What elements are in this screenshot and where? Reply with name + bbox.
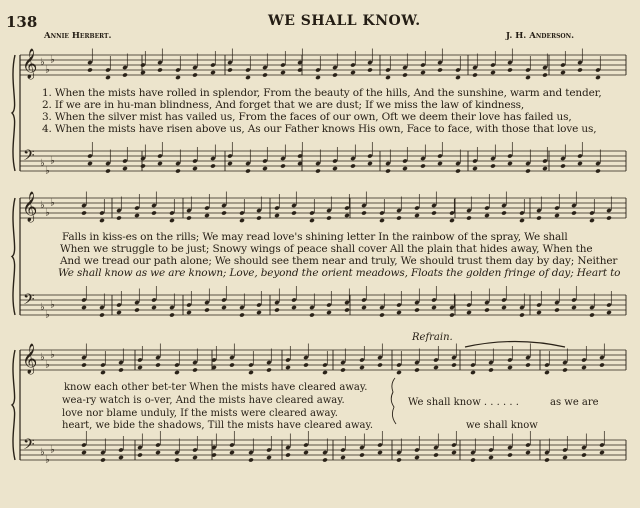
- note-head: [431, 305, 437, 310]
- note-head: [571, 210, 577, 215]
- note-head: [291, 210, 297, 215]
- note-head: [227, 161, 233, 166]
- note-head: [315, 75, 321, 80]
- verse-1-line-2: Falls in kiss-es on the rills; We may read love's shining letter In the rainbow of the spray, We shall: [62, 231, 568, 243]
- note-head: [606, 215, 612, 220]
- note-head: [472, 166, 478, 171]
- note-head: [449, 312, 455, 317]
- treble-clef: 𝄞: [22, 192, 38, 222]
- note-head: [470, 370, 476, 375]
- verse-1-line-1: 1. When the mists have rolled in splendor, From the beauty of the hills, And the sunshine, warm and tender,: [42, 87, 602, 99]
- note-head: [274, 307, 280, 312]
- verse-4-line-1: 4. When the mists have risen above us, As our Father knows His own, Face to face, with those that love us,: [42, 123, 597, 135]
- note-head: [210, 70, 216, 75]
- note-head: [87, 161, 93, 166]
- note-head: [210, 163, 216, 168]
- note-head: [229, 362, 235, 367]
- note-head: [122, 72, 128, 77]
- refrain-line-we-shall-know-2: we shall know: [466, 420, 538, 431]
- note-head: [256, 215, 262, 220]
- note-head: [344, 213, 350, 218]
- note-head: [174, 457, 180, 462]
- lyricist-credit: Annie Herbert.: [44, 31, 112, 41]
- note-head: [396, 310, 402, 315]
- note-head: [169, 218, 175, 223]
- note-head: [309, 312, 315, 317]
- flat-sign: ♭: [45, 64, 50, 76]
- note-head: [221, 305, 227, 310]
- note-head: [377, 450, 383, 455]
- note-head: [204, 213, 210, 218]
- note-head: [100, 370, 106, 375]
- treble-clef: 𝄞: [22, 49, 38, 79]
- page-number: 138: [6, 13, 38, 31]
- note-head: [137, 365, 143, 370]
- verse-2-line-1: 2. If we are in hu-man blindness, And forget that we are dust; If we miss the law of kindness,: [42, 99, 525, 111]
- note-head: [99, 312, 105, 317]
- note-head: [248, 370, 254, 375]
- note-head: [433, 365, 439, 370]
- verse-1-line-3: know each other bet-ter When the mists have cleared away.: [64, 382, 368, 393]
- flat-sign: ♭: [50, 155, 55, 167]
- note-head: [519, 312, 525, 317]
- note-head: [484, 213, 490, 218]
- bass-clef: 𝄢: [23, 291, 35, 312]
- flat-sign: ♭: [45, 309, 50, 321]
- note-head: [490, 163, 496, 168]
- note-head: [140, 70, 146, 75]
- note-head: [595, 168, 601, 173]
- note-head: [455, 168, 461, 173]
- note-head: [542, 166, 548, 171]
- note-head: [595, 75, 601, 80]
- note-head: [192, 72, 198, 77]
- note-head: [488, 455, 494, 460]
- note-head: [81, 210, 87, 215]
- note-head: [359, 365, 365, 370]
- refrain-line-as-we-are: as we are: [550, 397, 599, 408]
- note-head: [599, 362, 605, 367]
- note-head: [385, 168, 391, 173]
- note-head: [414, 307, 420, 312]
- note-head: [451, 450, 457, 455]
- note-head: [507, 365, 513, 370]
- note-head: [431, 210, 437, 215]
- note-head: [525, 168, 531, 173]
- note-head: [544, 457, 550, 462]
- note-head: [433, 452, 439, 457]
- note-head: [175, 168, 181, 173]
- flat-sign: ♭: [40, 447, 45, 458]
- note-head: [451, 362, 457, 367]
- note-head: [340, 455, 346, 460]
- note-head: [192, 367, 198, 372]
- flat-sign: ♭: [50, 54, 55, 66]
- note-head: [229, 450, 235, 455]
- note-head: [577, 67, 583, 72]
- note-head: [396, 457, 402, 462]
- note-head: [396, 370, 402, 375]
- note-head: [379, 218, 385, 223]
- note-head: [525, 362, 531, 367]
- note-head: [385, 75, 391, 80]
- note-head: [507, 161, 513, 166]
- note-head: [367, 67, 373, 72]
- note-head: [414, 367, 420, 372]
- system-brace: [12, 350, 15, 460]
- note-head: [245, 75, 251, 80]
- note-head: [99, 218, 105, 223]
- note-head: [470, 457, 476, 462]
- note-head: [280, 70, 286, 75]
- note-head: [577, 161, 583, 166]
- note-head: [192, 166, 198, 171]
- note-head: [402, 72, 408, 77]
- flat-sign: ♭: [50, 299, 55, 311]
- note-head: [221, 210, 227, 215]
- note-head: [455, 75, 461, 80]
- note-head: [239, 218, 245, 223]
- note-head: [466, 310, 472, 315]
- note-head: [414, 213, 420, 218]
- note-head: [466, 215, 472, 220]
- note-head: [303, 362, 309, 367]
- note-head: [501, 210, 507, 215]
- note-head: [274, 213, 280, 218]
- note-head: [303, 450, 309, 455]
- note-head: [562, 367, 568, 372]
- note-head: [285, 365, 291, 370]
- note-head: [151, 305, 157, 310]
- note-head: [420, 163, 426, 168]
- note-head: [536, 310, 542, 315]
- note-head: [379, 312, 385, 317]
- note-head: [490, 70, 496, 75]
- note-head: [350, 70, 356, 75]
- note-head: [472, 72, 478, 77]
- note-head: [315, 168, 321, 173]
- note-head: [118, 455, 124, 460]
- note-head: [87, 67, 93, 72]
- note-head: [151, 210, 157, 215]
- note-head: [560, 70, 566, 75]
- note-head: [437, 161, 443, 166]
- verse-bracket: [391, 378, 396, 424]
- note-head: [377, 362, 383, 367]
- composer-credit: J. H. Anderson.: [506, 31, 575, 41]
- note-head: [525, 75, 531, 80]
- note-head: [116, 310, 122, 315]
- note-head: [449, 218, 455, 223]
- note-head: [326, 215, 332, 220]
- note-head: [396, 215, 402, 220]
- note-head: [175, 75, 181, 80]
- note-head: [599, 450, 605, 455]
- note-head: [554, 213, 560, 218]
- note-head: [118, 367, 124, 372]
- verse-3-line-1: 3. When the silver mist has vailed us, From the faces of our own, Oft we deem their love has failed us,: [42, 111, 572, 123]
- note-head: [361, 305, 367, 310]
- flat-sign: ♭: [45, 454, 50, 466]
- note-head: [256, 310, 262, 315]
- refrain-label: Refrain.: [412, 332, 453, 343]
- note-head: [81, 305, 87, 310]
- note-head: [280, 163, 286, 168]
- note-head: [248, 457, 254, 462]
- note-head: [81, 362, 87, 367]
- note-head: [562, 455, 568, 460]
- note-head: [544, 370, 550, 375]
- note-head: [262, 166, 268, 171]
- note-head: [350, 163, 356, 168]
- bass-clef: 𝄢: [23, 436, 35, 457]
- note-head: [322, 370, 328, 375]
- note-head: [140, 163, 146, 168]
- note-head: [581, 452, 587, 457]
- note-head: [414, 455, 420, 460]
- note-head: [501, 305, 507, 310]
- flat-sign: ♭: [40, 352, 45, 363]
- note-head: [402, 166, 408, 171]
- verse-2-line-2: When we struggle to be just; Snowy wings of peace shall cover All the plain that hides away, When the: [60, 243, 593, 255]
- bass-clef: 𝄢: [23, 147, 35, 168]
- verse-3-line-3: love nor blame unduly, If the mists were cleared away.: [62, 408, 338, 419]
- note-head: [322, 457, 328, 462]
- refrain-line-we-shall-know: We shall know . . . . . .: [408, 397, 519, 408]
- treble-clef: 𝄞: [22, 344, 38, 374]
- flat-sign: ♭: [50, 197, 55, 209]
- note-head: [134, 307, 140, 312]
- note-head: [204, 307, 210, 312]
- note-head: [169, 312, 175, 317]
- note-head: [122, 166, 128, 171]
- note-head: [285, 452, 291, 457]
- hymn-title: WE SHALL KNOW.: [268, 13, 421, 29]
- flat-sign: ♭: [40, 200, 45, 211]
- note-head: [157, 161, 163, 166]
- flat-sign: ♭: [45, 207, 50, 219]
- flat-sign: ♭: [40, 57, 45, 68]
- note-head: [367, 161, 373, 166]
- note-head: [326, 310, 332, 315]
- note-head: [340, 367, 346, 372]
- note-head: [227, 67, 233, 72]
- note-head: [420, 70, 426, 75]
- verse-4-line-2: We shall know as we are known; Love, beyond the orient meadows, Floats the golden fringe of day; Heart to: [58, 267, 621, 279]
- note-head: [525, 450, 531, 455]
- note-head: [192, 455, 198, 460]
- note-head: [266, 455, 272, 460]
- flat-sign: ♭: [45, 165, 50, 177]
- note-head: [536, 215, 542, 220]
- note-head: [488, 367, 494, 372]
- system-brace: [12, 198, 15, 315]
- note-head: [560, 163, 566, 168]
- note-head: [155, 450, 161, 455]
- note-head: [589, 312, 595, 317]
- flat-sign: ♭: [50, 444, 55, 456]
- note-head: [186, 215, 192, 220]
- note-head: [344, 307, 350, 312]
- flat-sign: ♭: [40, 302, 45, 313]
- system-brace: [12, 55, 15, 171]
- note-head: [554, 307, 560, 312]
- note-head: [262, 72, 268, 77]
- note-head: [105, 75, 111, 80]
- slur: [465, 342, 565, 348]
- note-head: [589, 218, 595, 223]
- note-head: [309, 218, 315, 223]
- note-head: [137, 452, 143, 457]
- note-head: [571, 305, 577, 310]
- flat-sign: ♭: [40, 158, 45, 169]
- note-head: [291, 305, 297, 310]
- note-head: [507, 67, 513, 72]
- note-head: [519, 218, 525, 223]
- note-head: [245, 168, 251, 173]
- verse-3-line-2: And we tread our path alone; We should see them near and truly, We should trust them day by day; Neither: [60, 255, 618, 267]
- note-head: [542, 72, 548, 77]
- note-head: [266, 367, 272, 372]
- note-head: [332, 166, 338, 171]
- note-head: [606, 310, 612, 315]
- note-head: [81, 450, 87, 455]
- note-head: [116, 215, 122, 220]
- note-head: [359, 452, 365, 457]
- note-head: [174, 370, 180, 375]
- note-head: [332, 72, 338, 77]
- note-head: [155, 362, 161, 367]
- note-head: [100, 457, 106, 462]
- verse-4-line-3: heart, we bide the shadows, Till the mists have cleared away.: [62, 420, 374, 431]
- note-head: [186, 310, 192, 315]
- note-head: [484, 307, 490, 312]
- flat-sign: ♭: [50, 349, 55, 361]
- verse-2-line-3: wea-ry watch is o-ver, And the mists have cleared away.: [62, 395, 345, 406]
- note-head: [437, 67, 443, 72]
- note-head: [507, 452, 513, 457]
- note-head: [157, 67, 163, 72]
- note-head: [239, 312, 245, 317]
- note-head: [361, 210, 367, 215]
- flat-sign: ♭: [45, 359, 50, 371]
- note-head: [581, 365, 587, 370]
- note-head: [134, 213, 140, 218]
- note-head: [105, 168, 111, 173]
